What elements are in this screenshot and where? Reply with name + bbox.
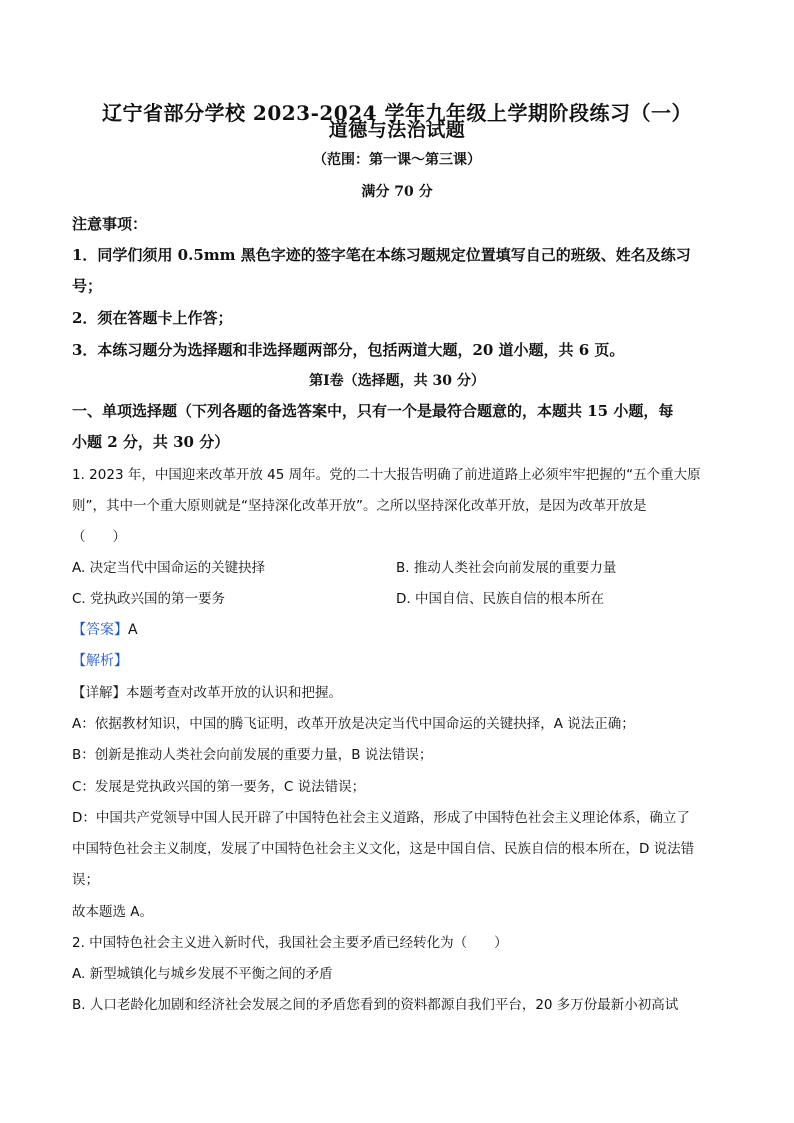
q2-option-b: B. 人口老龄化加剧和经济社会发展之间的矛盾您看到的资料都源自我们平台，20 多万份最新小初高试 (72, 997, 679, 1013)
detail-text: 本题考查对改革开放的认识和把握。 (126, 685, 342, 701)
q1-explain-a: A：依据教材知识，中国的腾飞证明，改革开放是决定当代中国命运的关键抉择，A 说法正确； (72, 716, 635, 732)
q1-option-d: D. 中国自信、民族自信的根本所在 (396, 591, 604, 607)
q1-explain-d-line3: 误； (72, 872, 99, 888)
q1-blank: （ ） (72, 529, 126, 545)
answer-value: A (128, 622, 138, 638)
q1-stem-line2: 则”，其中一个重大原则就是“坚持深化改革开放”。之所以坚持深化改革开放，是因为改革开放是 (72, 498, 647, 514)
q1-answer (72, 619, 138, 639)
q1-option-c: C. 党执政兴国的第一要务 (72, 591, 226, 607)
full-score: 满分 70 分 (361, 184, 433, 200)
answer-label: 【答案】 (72, 622, 128, 638)
scope-text: （范围：第一课～第三课） (313, 152, 481, 168)
notice-item-1: 1．同学们须用 0.5mm 黑色字迹的签字笔在本练习题规定位置填写自己的班级、姓名及练习 (72, 246, 691, 264)
notice-item-3: 3．本练习题分为选择题和非选择题两部分，包括两道大题，20 道小题，共 6 页。 (72, 341, 625, 359)
notice-item-2: 2．须在答题卡上作答； (72, 309, 233, 327)
q1-option-a: A. 决定当代中国命运的关键抉择 (72, 560, 266, 576)
notice-item-1-cont: 号； (72, 277, 103, 295)
section-heading: 一、单项选择题（下列各题的备选答案中，只有一个是最符合题意的，本题共 15 小题，每 (72, 402, 674, 420)
subject-title: 道德与法治试题 (328, 119, 466, 141)
analysis-label: 【解析】 (72, 653, 128, 669)
detail-label: 【详解】 (72, 685, 126, 701)
q2-stem: 2. 中国特色社会主义进入新时代，我国社会主要矛盾已经转化为（ ） (72, 935, 508, 951)
q1-stem-line1: 1. 2023 年，中国迎来改革开放 45 周年。党的二十大报告明确了前进道路上必须牢牢把握的“五个重大原 (72, 467, 701, 483)
document-title: 辽宁省部分学校 2023-2024 学年九年级上学期阶段练习（一） (101, 101, 693, 125)
q1-conclusion: 故本题选 A。 (72, 904, 154, 920)
q2-option-a: A. 新型城镇化与城乡发展不平衡之间的矛盾 (72, 966, 333, 982)
section-heading-cont: 小题 2 分，共 30 分） (72, 433, 230, 451)
q1-explain-d-line1: D：中国共产党领导中国人民开辟了中国特色社会主义道路，形成了中国特色社会主义理论体系，确立了 (72, 810, 690, 826)
notice-heading: 注意事项： (72, 215, 148, 233)
q1-explain-c: C：发展是党执政兴国的第一要务，C 说法错误； (72, 779, 366, 795)
part1-heading: 第Ⅰ卷（选择题，共 30 分） (309, 373, 485, 389)
q1-explain-d-line2: 中国特色社会主义制度，发展了中国特色社会主义文化，这是中国自信、民族自信的根本所在，D 说法错 (72, 841, 695, 857)
q1-explain-b: B：创新是推动人类社会向前发展的重要力量，B 说法错误； (72, 747, 433, 763)
q1-option-b: B. 推动人类社会向前发展的重要力量 (396, 560, 617, 576)
q1-detail (72, 681, 342, 701)
